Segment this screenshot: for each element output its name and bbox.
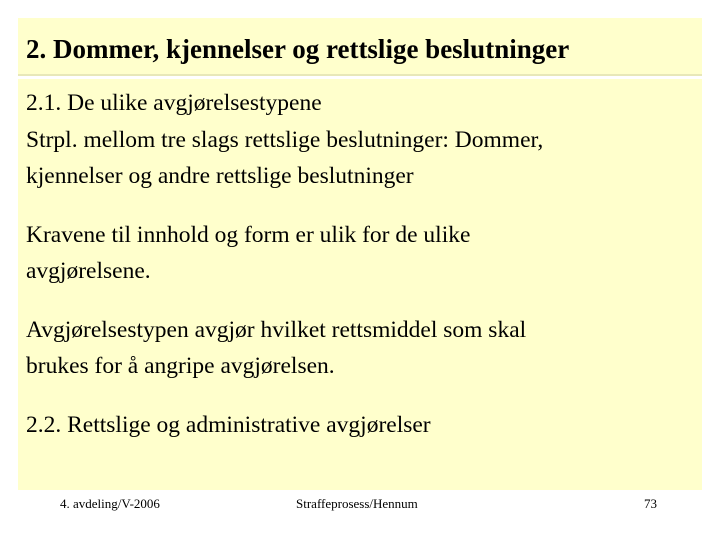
footer-course: Straffeprosess/Hennum	[296, 496, 418, 511]
section-heading-2-2: 2.2. Rettslige og administrative avgjørelser	[26, 411, 431, 438]
body-line: brukes for å angripe avgjørelsen.	[26, 353, 335, 379]
footer-page-number: 73	[644, 496, 657, 511]
content-panel	[18, 79, 702, 490]
footer-department: 4. avdeling/V-2006	[60, 496, 160, 511]
paragraph-avgjorelsestypene	[26, 85, 696, 195]
paragraph-krav	[26, 217, 696, 290]
body-line: Kravene til innhold og form er ulik for de ulike	[26, 221, 471, 248]
title-panel	[18, 18, 702, 76]
paragraph-section-2-2	[26, 407, 696, 444]
slide-body	[26, 85, 696, 443]
section-heading-2-1: 2.1. De ulike avgjørelsestypene	[26, 90, 322, 116]
slide-title: 2. Dommer, kjennelser og rettslige beslutninger	[26, 34, 570, 64]
body-line: avgjørelsene.	[26, 258, 151, 284]
body-line: Avgjørelsestypen avgjør hvilket rettsmiddel som skal	[26, 316, 527, 343]
paragraph-rettsmiddel	[26, 312, 696, 385]
body-line: kjennelser og andre rettslige beslutninger	[26, 163, 414, 189]
body-line: Strpl. mellom tre slags rettslige beslutninger: Dommer,	[26, 126, 544, 153]
